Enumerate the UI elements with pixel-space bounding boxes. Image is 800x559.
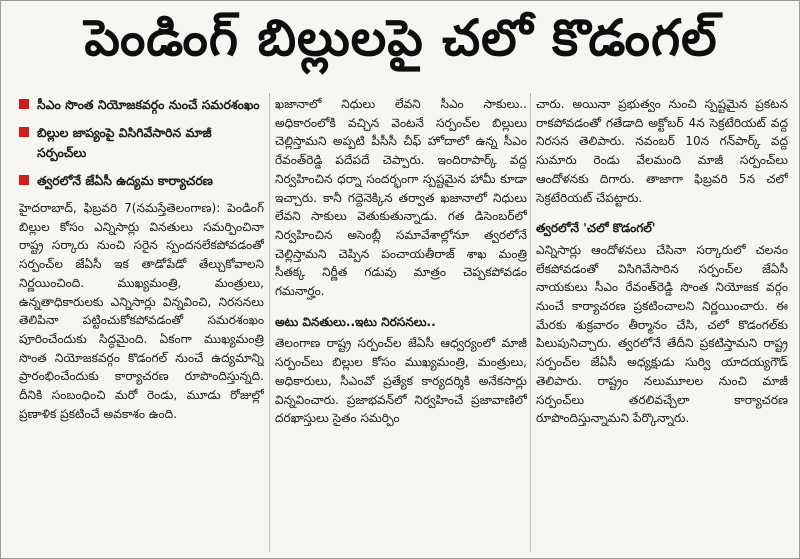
highlight-item bbox=[19, 123, 264, 163]
article-column-2 bbox=[275, 95, 527, 552]
article-paragraph: ఖజానాలో నిధులు లేవని సీఎం సాకులు.. అధికారంలోకి వచ్చిన వెంటనే సర్పంచ్‌ల బిల్లులు చెల్లిస్తామని అప్పటి పీసీసీ చీఫ్ హోదాలో ఉన్న సీఎం రేవంత్‌రెడ్డి పదేపదే చెప్పారు. ఇందిరాపార్క్ వద్ద నిర్వహించిన ధర్నా సందర్భంగా స్పష్టమైన హామీ కూడా ఇచ్చారు. కానీ గద్దెనెక్కిన తర్వాత ఖజానాలో నిధులు లేవని సాకులు వెతుకుతున్నాడు. గత డిసెంబర్‌లో నిర్వహించిన అసెంబ్లీ సమావేశాల్లోనూ త్వరలోనే చెల్లిస్తామని చెప్పిన పంచాయతీరాజ్ శాఖ మంత్రి సీతక్క నిర్ణీత గడువు మాత్రం చెప్పకపోవడం గమనార్హం. bbox=[275, 97, 527, 299]
red-square-bullet-icon bbox=[19, 99, 29, 109]
article-paragraph: చారు. అయినా ప్రభుత్వం నుంచి స్పష్టమైన ప్రకటన రాకపోవడంతో గతేడాది అక్టోబర్ 4న సెక్రటేరియట్ వద్ద నిరసన తెలిపారు. నవంబర్ 10న గన్‌పార్క్ వద్ద సుమారు రెండు వేలమంది మాజీ సర్పంచ్‌లు ఆందోళనకు దిగారు. తాజాగా ఫిబ్రవరి 5న చలో సెక్రటేరియట్ చేపట్టారు. bbox=[536, 97, 788, 205]
article-column-1 bbox=[19, 95, 264, 552]
headline: పెండింగ్ బిల్లులపై చలో కొడంగల్ bbox=[84, 8, 718, 67]
highlight-text: సీఎం సొంత నియోజకవర్గం నుంచే సమరశంఖం bbox=[37, 97, 260, 112]
column-divider bbox=[530, 93, 531, 552]
article-column-3 bbox=[536, 95, 788, 552]
highlight-item bbox=[19, 95, 264, 115]
article-paragraph: ఎన్నిసార్లు ఆందోళనలు చేసినా సర్కారులో చలనం లేకపోవడంతో విసిగివేసారిన సర్పంచ్‌ల జేఏసీ నాయకులు సీఎం రేవంత్‌రెడ్డి సొంత నియోజక వర్గం నుంచే కార్యాచరణ ప్రకటించాలని నిర్ణయించారు. ఈ మేరకు శుక్రవారం తీర్మానం చేసి, చలో కొడంగల్‌కు పిలుపునిచ్చారు. త్వరలోనే తేదీని ప్రకటిస్తామని రాష్ట్ర సర్పంచ్‌ల జేఏసీ అధ్యక్షుడు సుర్వి యాదయ్యగౌడ్ తెలిపారు. రాష్ట్రం నలుమూలల నుంచి మాజీ సర్పంచ్‌లు తరలివచ్చేలా కార్యాచరణ రూపొందిస్తున్నామని పేర్కొన్నారు. bbox=[536, 242, 788, 426]
article-paragraph: హైదరాబాద్, ఫిబ్రవరి 7(నమస్తేతెలంగాణ): పెండింగ్ బిల్లుల కోసం ఎన్నిసార్లు వినతులు సమర్పించినా రాష్ట్ర సర్కారు నుంచి సరైన స్పందనలేకపోవడంతో సర్పంచ్‌ల జేఏసీ ఇక తాడోపేడో తేల్చుకోవాలని నిర్ణయించింది. ముఖ్యమంత్రి, మంత్రులు, ఉన్నతాధికారులకు ఎన్నిసార్లు విన్నవించి, నిరసనలు తెలిపినా పట్టించుకోకపోవడంతో సమరశంఖం పూరించేందుకు సిద్ధమైంది. ఏకంగా ముఖ్యమంత్రి సొంత నియోజకవర్గం కొడంగల్ నుంచే ఉద్యమాన్ని ప్రారంభించేందుకు కార్యాచరణ రూపొందిస్తున్నది. దీనికి సంబంధించి మరో రెండు, మూడు రోజుల్లో ప్రణాళిక ప్రకటించే అవకాశం ఉంది. bbox=[19, 201, 264, 421]
article-paragraph: తెలంగాణ రాష్ట్ర సర్పంచ్‌ల జేఏసీ ఆధ్వర్యంలో మాజీ సర్పంచ్‌లు బిల్లుల కోసం ముఖ్యమంత్రి, మంత్రులు, అధికారులు, సీఎంవో ప్రత్యేక కార్యదర్శికి అనేకసార్లు విన్నవించారు. ప్రజాభవన్‌లో నిర్వహించే ప్రజావాణిలో దరఖాస్తులు సైతం సమర్పిం bbox=[275, 336, 527, 426]
column-divider bbox=[269, 93, 270, 552]
section-subheading: అటు వినతులు..ఇటు నిరసనలు.. bbox=[275, 314, 436, 329]
highlight-text: త్వరలోనే జేఏసీ ఉద్యమ కార్యాచరణ bbox=[37, 173, 213, 188]
red-square-bullet-icon bbox=[19, 175, 29, 185]
highlight-item bbox=[19, 171, 264, 191]
highlights-list bbox=[19, 95, 264, 191]
highlight-text: బిల్లుల జాప్యంపై విసిగివేసారిన మాజీ సర్పంచ్‌లు bbox=[37, 125, 212, 160]
red-square-bullet-icon bbox=[19, 127, 29, 137]
section-subheading: త్వరలోనే 'చలో కొడంగల్' bbox=[536, 221, 656, 236]
